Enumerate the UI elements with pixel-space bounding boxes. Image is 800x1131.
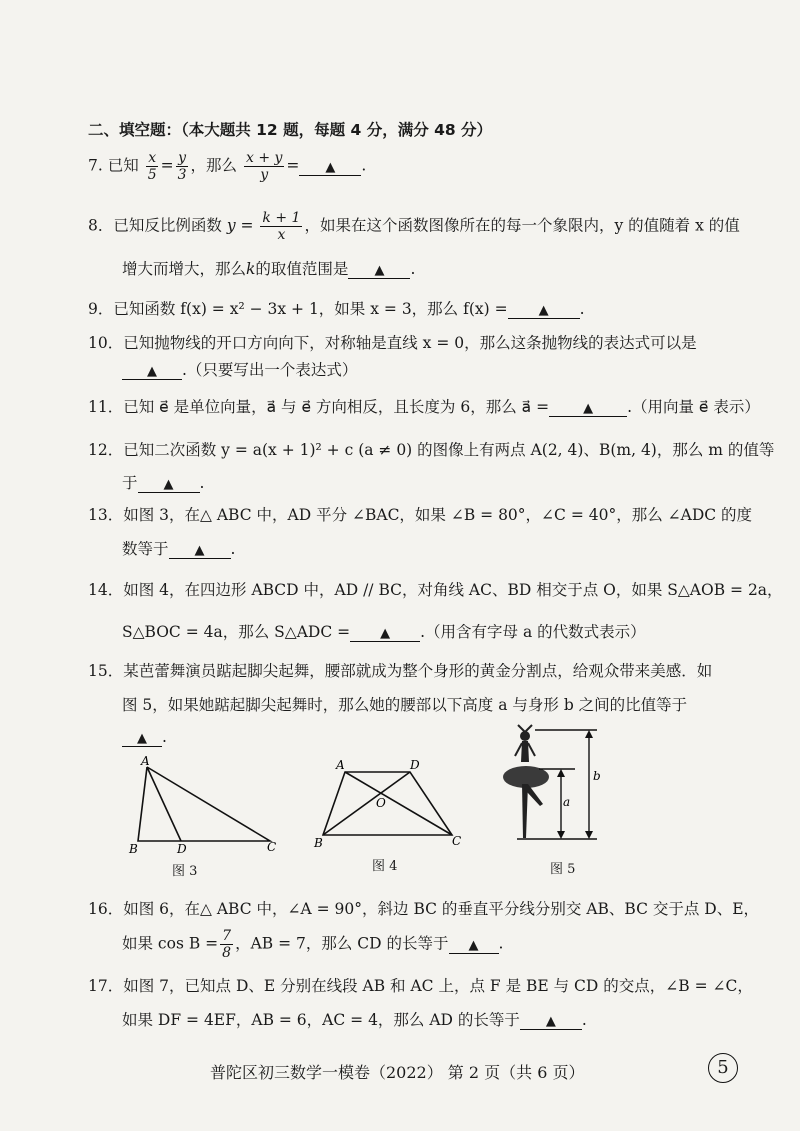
question-8-line2: 增大而增大，那么k的取值范围是 ▲ . [122,260,416,278]
question-12-line2: 于 ▲ . [122,474,205,492]
figure-4 [310,757,470,852]
figure-3-caption: 图 3 [172,864,198,879]
label-c: C [452,834,462,848]
label-a: a [563,795,571,809]
question-17-line1: 17．如图 7，已知点 D、E 分别在线段 AB 和 AC 上，点 F 是 BE 与 CD 的交点，∠B = ∠C， [88,977,753,995]
question-9: 9．已知函数 f(x) = x² − 3x + 1，如果 x = 3，那么 f(x) = ▲ . [88,300,585,318]
answer-blank[interactable]: ▲ [449,935,499,954]
quadrilateral-abcd [323,772,452,835]
figure-5 [495,722,615,850]
question-15-line3: ▲ . [122,728,167,747]
figure-4-caption: 图 4 [372,859,398,874]
question-13-line1: 13．如图 3，在△ ABC 中，AD 平分 ∠BAC，如果 ∠B = 80°，∠C = 40°，那么 ∠ADC 的度 [88,506,753,524]
answer-blank[interactable]: ▲ [549,398,627,417]
question-14-line1: 14．如图 4，在四边形 ABCD 中，AD // BC，对角线 AC、BD 相交于点 O，如果 S△AOB = 2a， [88,581,783,599]
question-16-line1: 16．如图 6，在△ ABC 中，∠A = 90°，斜边 BC 的垂直平分线分别交 AB、BC 交于点 D、E， [88,900,760,918]
label-b: B [129,842,138,855]
ballerina-silhouette [503,725,549,838]
figure-5-caption: 图 5 [550,862,576,877]
label-d: D [177,842,187,855]
label-c: C [267,840,277,854]
section-title: 二、填空题：（本大题共 12 题，每题 4 分，满分 48 分） [88,121,493,139]
answer-blank[interactable]: ▲ [520,1011,582,1030]
triangle-abc [138,767,270,841]
answer-blank[interactable]: ▲ [299,157,361,176]
diagonal-ac [345,772,452,835]
answer-blank[interactable]: ▲ [169,540,231,559]
question-10-line1: 10．已知抛物线的开口方向向下，对称轴是直线 x = 0，那么这条抛物线的表达式可以是 [88,334,697,352]
corner-page-number: 5 [708,1053,738,1083]
label-d: D [410,758,420,772]
question-10-line2: ▲ .（只要写出一个表达式） [122,358,357,380]
label-a: A [336,758,345,772]
label-b: B [314,836,323,850]
label-b: b [593,769,601,783]
label-a: A [141,755,150,768]
answer-blank[interactable]: ▲ [138,474,200,493]
question-15-line1: 15．某芭蕾舞演员踮起脚尖起舞，腰部就成为整个身形的黄金分割点，给观众带来美感．如 [88,662,713,680]
question-14-line2: S△BOC = 4a，那么 S△ADC = ▲ .（用含有字母 a 的代数式表示） [122,623,646,641]
answer-blank[interactable]: ▲ [350,623,420,642]
page-footer: 普陀区初三数学一模卷（2022） 第 2 页（共 6 页） [210,1063,585,1082]
question-12-line1: 12．已知二次函数 y = a(x + 1)² + c (a ≠ 0) 的图像上有两点 A(2, 4)、B(m, 4)，那么 m 的值等 [88,441,775,459]
question-15-line2: 图 5，如果她踮起脚尖起舞时，那么她的腰部以下高度 a 与身形 b 之间的比值等于 [122,696,688,714]
question-17-line2: 如果 DF = 4EF，AB = 6，AC = 4，那么 AD 的长等于 ▲ . [122,1011,587,1029]
label-o: O [376,796,386,810]
answer-blank[interactable]: ▲ [348,260,410,279]
question-11: 11．已知 e⃗ 是单位向量，a⃗ 与 e⃗ 方向相反，且长度为 6，那么 a⃗ = ▲ .（用向量 e⃗ 表示） [88,398,760,416]
question-13-line2: 数等于 ▲ . [122,540,236,558]
question-7: 7. 已知 $\frac{x}{5}$ = $\frac{y}{3}$ ，那么 $\frac{x + y}{y}$ = ▲ . [88,150,367,183]
question-16-line2: 如果 cos B = $\frac{7}{8}$ ，AB = 7，那么 CD 的长等于 ▲ . [122,928,504,961]
answer-blank[interactable]: ▲ [122,728,162,747]
figure-3 [125,755,285,855]
answer-blank[interactable]: ▲ [122,361,182,380]
question-8-line1: 8．已知反比例函数 y = $\frac{k + 1}{x}$ ，如果在这个函数图像所在的每一个象限内，y 的值随着 x 的值 [88,210,740,243]
answer-blank[interactable]: ▲ [508,300,580,319]
